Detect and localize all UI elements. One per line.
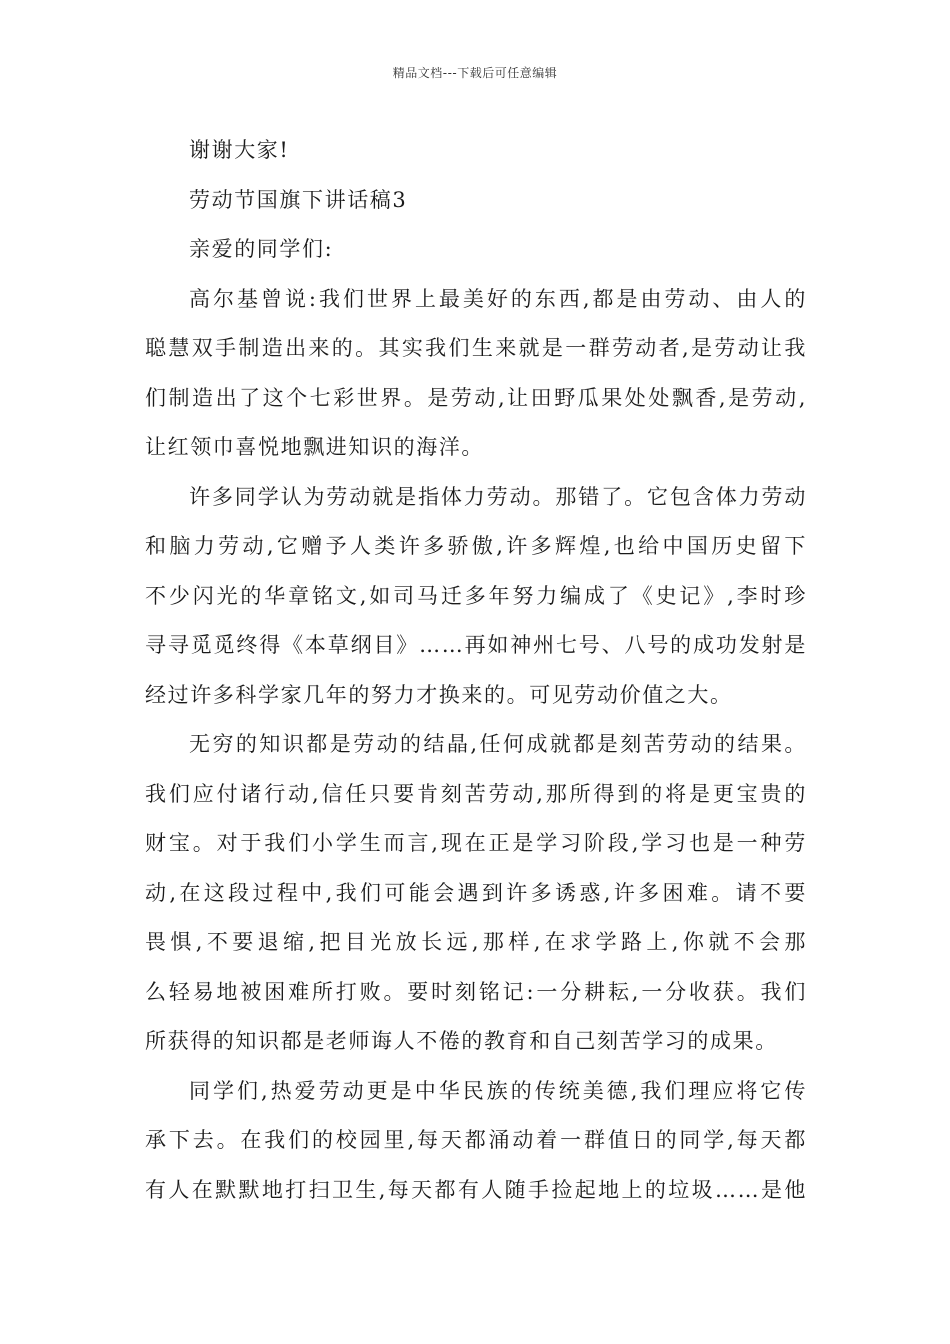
paragraph-line: 财宝。对于我们小学生而言,现在正是学习阶段,学习也是一种劳 — [145, 831, 807, 855]
paragraph-line: 不少闪光的华章铭文,如司马迁多年努力编成了《史记》,李时珍 — [145, 583, 807, 608]
paragraph-line: 同学们,热爱劳动更是中华民族的传统美德,我们理应将它传 — [189, 1078, 807, 1103]
paragraph-line: 寻寻觅觅终得《本草纲目》……再如神州七号、八号的成功发射是 — [145, 633, 807, 657]
paragraph-line: 们制造出了这个七彩世界。是劳动,让田野瓜果处处飘香,是劳动, — [145, 385, 807, 410]
paragraph-line: 无穷的知识都是劳动的结晶,任何成就都是刻苦劳动的结果。 — [189, 732, 807, 756]
salutation: 亲爱的同学们: — [189, 237, 334, 261]
paragraph-line: 许多同学认为劳动就是指体力劳动。那错了。它包含体力劳动 — [189, 484, 807, 509]
paragraph-line: 畏惧,不要退缩,把目光放长远,那样,在求学路上,你就不会那 — [145, 930, 807, 954]
paragraph-line: 和脑力劳动,它赠予人类许多骄傲,许多辉煌,也给中国历史留下 — [145, 534, 807, 558]
page-header: 精品文档---下载后可任意编辑 — [392, 66, 558, 80]
paragraph-line: 我们应付诸行动,信任只要肯刻苦劳动,那所得到的将是更宝贵的 — [145, 781, 807, 806]
paragraph-line: 么轻易地被困难所打败。要时刻铭记:一分耕耘,一分收获。我们 — [145, 979, 807, 1004]
paragraph-line: 高尔基曾说:我们世界上最美好的东西,都是由劳动、由人的 — [189, 286, 807, 311]
speech-title: 劳动节国旗下讲话稿3 — [189, 187, 408, 212]
paragraph-line: 有人在默默地打扫卫生,每天都有人随手捡起地上的垃圾……是他 — [145, 1177, 807, 1202]
paragraph-line: 经过许多科学家几年的努力才换来的。可见劳动价值之大。 — [145, 682, 733, 707]
paragraph-line: 聪慧双手制造出来的。其实我们生来就是一群劳动者,是劳动让我 — [145, 336, 807, 360]
document-body — [145, 126, 807, 1215]
paragraph-line: 所获得的知识都是老师诲人不倦的教育和自己刻苦学习的成果。 — [145, 1029, 778, 1053]
paragraph-line: 承下去。在我们的校园里,每天都涌动着一群值日的同学,每天都 — [145, 1128, 807, 1152]
paragraph-line: 动,在这段过程中,我们可能会遇到许多诱惑,许多困难。请不要 — [145, 880, 807, 905]
closing-line: 谢谢大家! — [189, 138, 290, 162]
paragraph-line: 让红领巾喜悦地飘进知识的海洋。 — [145, 435, 484, 459]
